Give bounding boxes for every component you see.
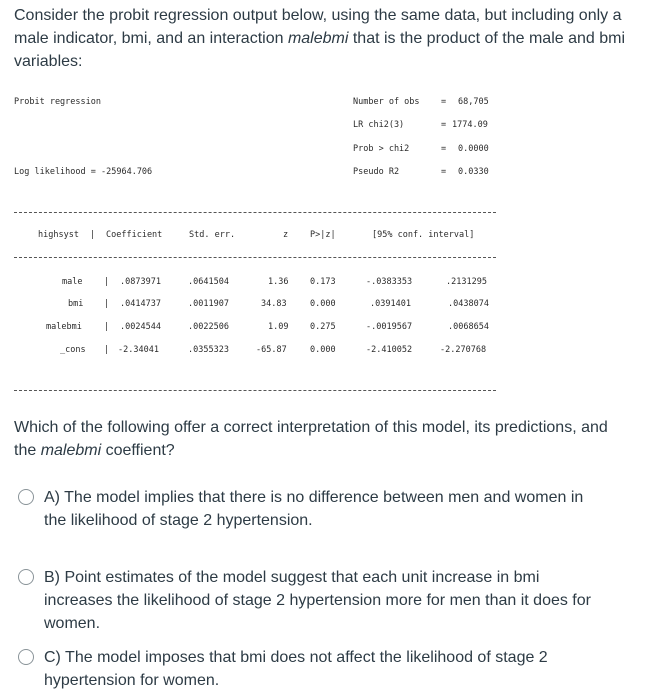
stat-eq-prob: = (441, 144, 447, 154)
header-ci: [95% conf. interval] (372, 230, 475, 240)
row-sep: | (104, 322, 110, 332)
row-coef: .0024544 (120, 322, 161, 332)
option-a-text (44, 486, 604, 532)
row-coef: .0414737 (120, 299, 161, 309)
header-depvar: highsyst (38, 230, 79, 240)
option-c-text (44, 646, 604, 692)
header-z: z (283, 230, 289, 240)
stat-eq-obs: = (441, 97, 447, 107)
row-hi: .2131295 (446, 277, 487, 287)
divider-header (14, 257, 496, 258)
row-lo: -2.410052 (366, 345, 413, 355)
intro-part1: Consider the probit regression output below, using the same data, but including only a male indicator, bmi, and an interaction (14, 7, 622, 47)
row-hi: .0438074 (448, 299, 489, 309)
row-se: .0022506 (188, 322, 229, 332)
stat-value-r2: 0.0330 (458, 167, 489, 177)
row-lo: -.0383353 (366, 277, 413, 287)
row-coef: -2.34041 (118, 345, 159, 355)
stat-eq-lr: = (441, 120, 447, 130)
row-name-male: male (62, 277, 83, 287)
stat-value-obs: 68,705 (458, 97, 489, 107)
divider-top (14, 212, 496, 213)
row-sep: | (104, 277, 110, 287)
row-se: .0011907 (188, 299, 229, 309)
row-name-cons: _cons (60, 345, 86, 355)
row-p: 0.000 (310, 345, 336, 355)
loglik: Log likelihood = -25964.706 (14, 167, 153, 177)
option-b-letter: B) (44, 569, 60, 586)
output-title: Probit regression (14, 97, 101, 107)
intro-part2: that is the product of the male and bmi variables: (14, 30, 626, 70)
row-z: 1.36 (268, 277, 289, 287)
stat-eq-r2: = (441, 167, 447, 177)
row-hi: .0068654 (448, 322, 489, 332)
stat-label-prob: Prob > chi2 (353, 144, 410, 154)
row-lo: .0391401 (370, 299, 411, 309)
option-b-text (44, 566, 604, 635)
radio-a[interactable] (18, 489, 34, 505)
stat-value-lr: 1774.09 (452, 120, 488, 130)
radio-b[interactable] (18, 569, 34, 585)
row-sep: | (104, 299, 110, 309)
row-name-malebmi: malebmi (46, 322, 82, 332)
row-coef: .0873971 (120, 277, 161, 287)
header-se: Std. err. (189, 230, 236, 240)
row-hi: -2.270768 (440, 345, 487, 355)
row-z: -65.87 (256, 345, 287, 355)
row-p: 0.173 (310, 277, 336, 287)
row-p: 0.275 (310, 322, 336, 332)
radio-c[interactable] (18, 649, 34, 665)
row-sep: | (104, 345, 110, 355)
row-se: .0355323 (188, 345, 229, 355)
row-p: 0.000 (310, 299, 336, 309)
stat-value-prob: 0.0000 (458, 144, 489, 154)
row-lo: -.0019567 (366, 322, 413, 332)
option-a-letter: A) (44, 489, 60, 506)
option-a[interactable] (18, 486, 628, 532)
option-c-label: The model imposes that bmi does not affect the likelihood of stage 2 hypertension for women. (44, 649, 548, 689)
option-a-label: The model implies that there is no difference between men and women in the likelihood of stage 2 hypertension. (44, 489, 584, 529)
option-c[interactable] (18, 646, 628, 692)
divider-bottom (14, 390, 496, 391)
question-text (14, 416, 634, 462)
question-part1: Which of the following offer a correct interpretation of this model, its predictions, and the (14, 419, 608, 459)
header-sep: | (90, 230, 96, 240)
stat-label-lr: LR chi2(3) (353, 120, 405, 130)
option-b[interactable] (18, 566, 628, 635)
row-se: .0641504 (188, 277, 229, 287)
option-c-letter: C) (44, 649, 61, 666)
question-part2: coeffient? (101, 442, 175, 459)
header-p: P>|z| (310, 230, 336, 240)
option-b-label: Point estimates of the model suggest that each unit increase in bmi increases the likelihood of stage 2 hypertension more for men than it does for women. (44, 569, 591, 632)
header-coef: Coefficient (106, 230, 163, 240)
row-z: 1.09 (268, 322, 289, 332)
stat-label-r2: Pseudo R2 (353, 167, 400, 177)
row-z: 34.83 (261, 299, 287, 309)
stat-label-obs: Number of obs (353, 97, 420, 107)
question-term: malebmi (40, 442, 102, 459)
intro-term: malebmi (287, 30, 349, 47)
row-name-bmi: bmi (68, 299, 84, 309)
